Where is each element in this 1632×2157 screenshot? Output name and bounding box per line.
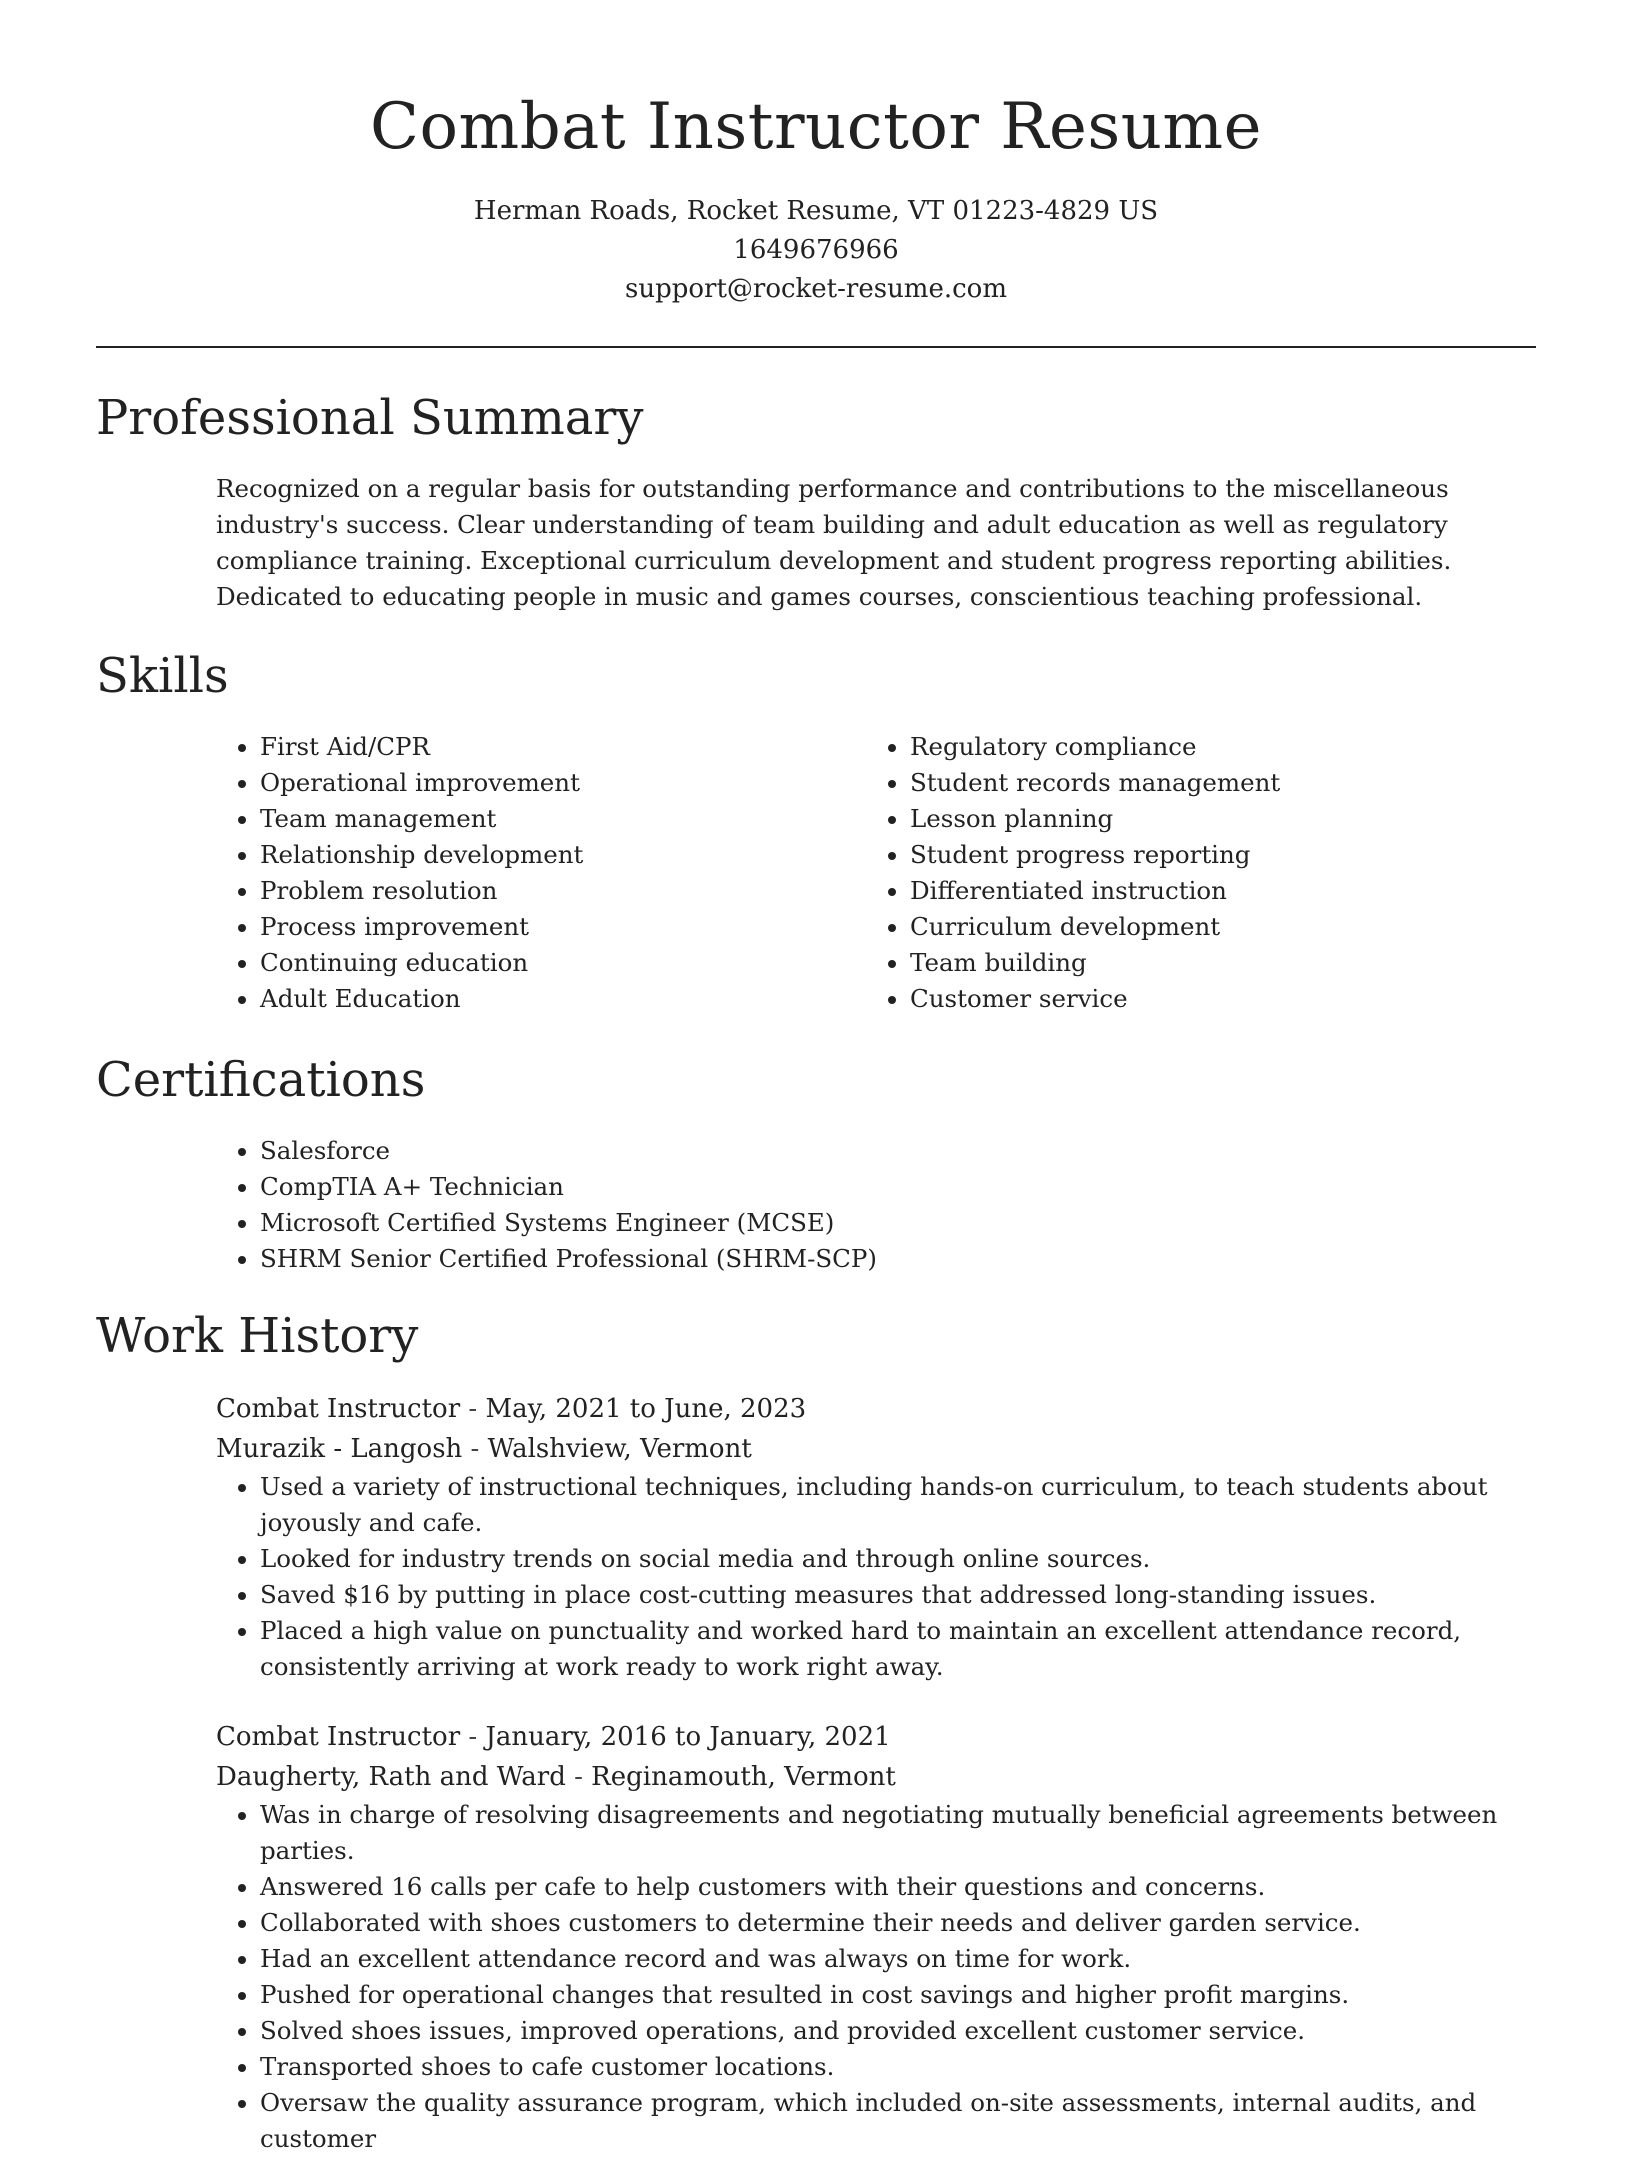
skill-item: • Curriculum development <box>910 909 1516 945</box>
job-location: Walshview, Vermont <box>487 1434 752 1464</box>
email: support@rocket-resume.com <box>624 274 1007 304</box>
skill-item: • Relationship development <box>260 837 866 873</box>
skill-item: • First Aid/CPR <box>260 729 866 765</box>
skills-column-right <box>866 729 1516 1017</box>
job-bullets <box>216 1797 1536 2157</box>
certification-item: • Salesforce <box>260 1133 1536 1169</box>
skills-list-left <box>216 729 866 1017</box>
job-bullet: • Answered 16 calls per cafe to help customers with their questions and concerns. <box>260 1869 1536 1905</box>
work-history-heading: Work History <box>96 1308 419 1364</box>
skill-item: • Student progress reporting <box>910 837 1516 873</box>
job-entry <box>216 1389 1536 1685</box>
skill-item: • Continuing education <box>260 945 866 981</box>
skill-item: • Team management <box>260 801 866 837</box>
contact-block <box>0 192 1632 309</box>
job-bullet: • Was in charge of resolving disagreements and negotiating mutually beneficial agreements between parties. <box>260 1797 1536 1869</box>
resume-title: Combat Instructor Resume <box>370 90 1262 164</box>
skill-item: • Lesson planning <box>910 801 1516 837</box>
summary-text: Recognized on a regular basis for outstanding performance and contributions to the miscellaneous industry's success. Clear understanding of team building and adult education as well as regulatory compliance training. Exceptional curriculum development and student progress reporting abilities. Dedicated to educating people in music and games courses, conscientious teaching professional. <box>216 474 1452 611</box>
skill-item: • Differentiated instruction <box>910 873 1516 909</box>
job-title: Combat Instructor <box>216 1394 461 1424</box>
skills-heading: Skills <box>96 648 229 704</box>
job-bullets <box>216 1469 1536 1685</box>
job-bullet: • Pushed for operational changes that resulted in cost savings and higher profit margins. <box>260 1977 1536 2013</box>
job-bullet: • Saved $16 by putting in place cost-cutting measures that addressed long-standing issues. <box>260 1577 1536 1613</box>
job-location: Reginamouth, Vermont <box>591 1762 896 1792</box>
certification-item: • CompTIA A+ Technician <box>260 1169 1536 1205</box>
job-bullet: • Oversaw the quality assurance program, which included on-site assessments, internal audits, and customer <box>260 2085 1536 2157</box>
job-title-line: Combat Instructor - January, 2016 to January, 2021 <box>216 1722 891 1752</box>
phone: 1649676966 <box>733 235 899 265</box>
job-title-line: Combat Instructor - May, 2021 to June, 2023 <box>216 1394 807 1424</box>
skills-grid <box>216 729 1536 1017</box>
certifications-block <box>216 1133 1536 1277</box>
skill-item: • Team building <box>910 945 1516 981</box>
certifications-list <box>216 1133 1536 1277</box>
skill-item: • Adult Education <box>260 981 866 1017</box>
address: Herman Roads, Rocket Resume, VT 01223-4829 US <box>473 196 1159 226</box>
job-title: Combat Instructor <box>216 1722 461 1752</box>
job-company: Daugherty, Rath and Ward <box>216 1762 566 1792</box>
skill-item: • Process improvement <box>260 909 866 945</box>
summary-heading: Professional Summary <box>96 390 644 446</box>
job-bullet: • Placed a high value on punctuality and worked hard to maintain an excellent attendance record, consistently arriving at work ready to work right away. <box>260 1613 1536 1685</box>
skill-item: • Problem resolution <box>260 873 866 909</box>
skill-item: • Operational improvement <box>260 765 866 801</box>
job-bullet: • Used a variety of instructional techniques, including hands-on curriculum, to teach students about joyously and cafe. <box>260 1469 1536 1541</box>
certifications-heading: Certifications <box>96 1052 426 1108</box>
skills-list-right <box>866 729 1516 1017</box>
job-company-line: Murazik - Langosh - Walshview, Vermont <box>216 1434 752 1464</box>
job-bullet: • Transported shoes to cafe customer locations. <box>260 2049 1536 2085</box>
job-company: Murazik - Langosh <box>216 1434 463 1464</box>
skills-column-left <box>216 729 866 1017</box>
job-bullet: • Looked for industry trends on social media and through online sources. <box>260 1541 1536 1577</box>
job-dates: January, 2016 to January, 2021 <box>485 1722 891 1752</box>
job-bullet: • Had an excellent attendance record and was always on time for work. <box>260 1941 1536 1977</box>
skill-item: • Regulatory compliance <box>910 729 1516 765</box>
header-divider <box>96 346 1536 348</box>
job-dates: May, 2021 to June, 2023 <box>485 1394 807 1424</box>
job-company-line: Daugherty, Rath and Ward - Reginamouth, Vermont <box>216 1762 896 1792</box>
skill-item: • Customer service <box>910 981 1516 1017</box>
job-entry <box>216 1717 1536 2157</box>
skill-item: • Student records management <box>910 765 1516 801</box>
certification-item: • SHRM Senior Certified Professional (SHRM-SCP) <box>260 1241 1536 1277</box>
job-bullet: • Collaborated with shoes customers to determine their needs and deliver garden service. <box>260 1905 1536 1941</box>
resume-header <box>0 0 1632 309</box>
certification-item: • Microsoft Certified Systems Engineer (MCSE) <box>260 1205 1536 1241</box>
job-bullet: • Solved shoes issues, improved operations, and provided excellent customer service. <box>260 2013 1536 2049</box>
